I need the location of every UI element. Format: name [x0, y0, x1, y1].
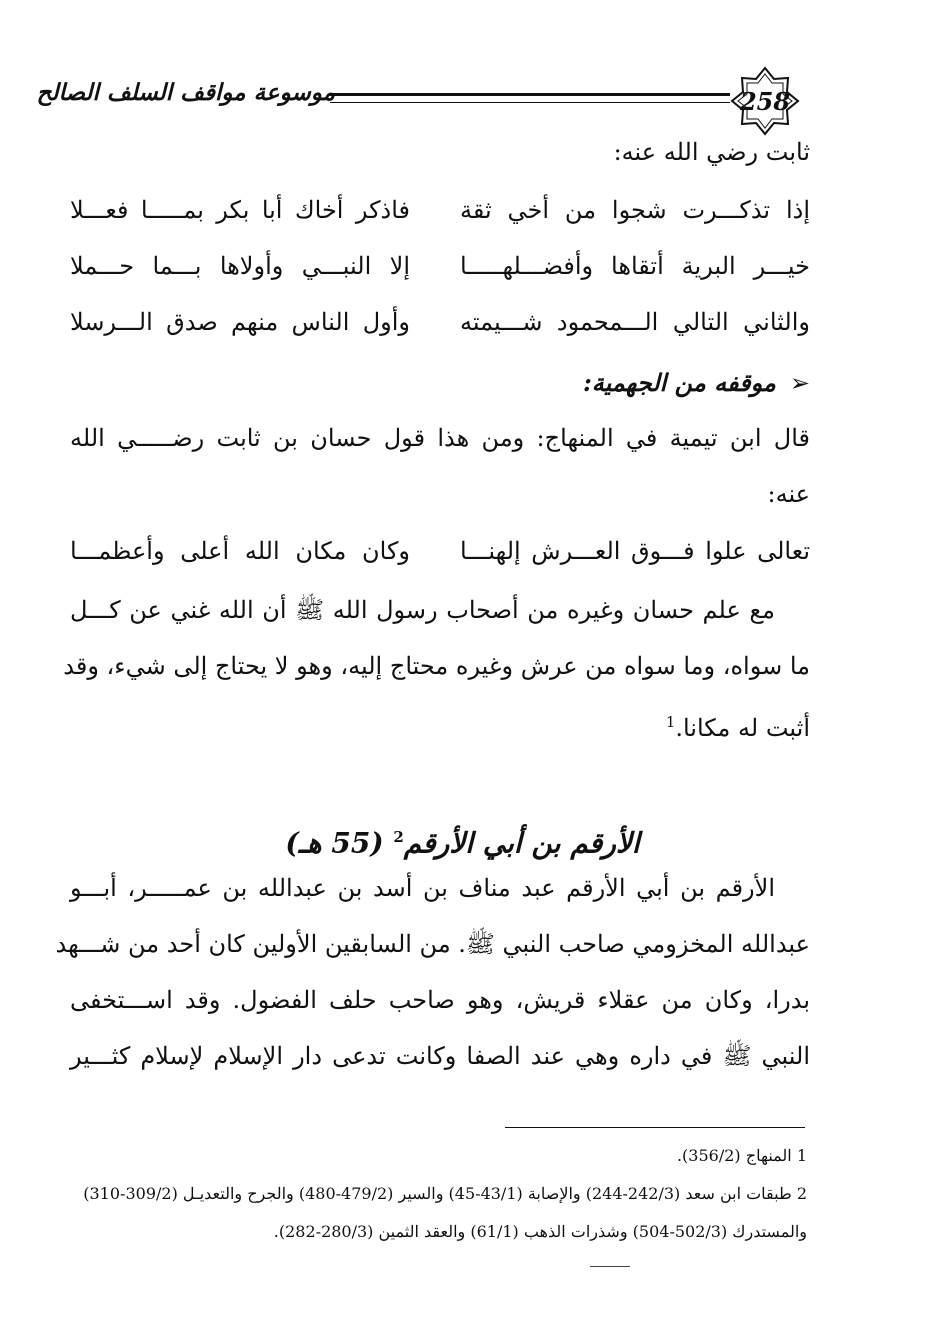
footnote [65, 1218, 807, 1246]
arrow-icon: ➢ [789, 369, 810, 397]
footnote-number: 1 [796, 1146, 807, 1165]
footnote [65, 1180, 807, 1208]
page-number: 258 [739, 86, 791, 116]
poem-verse [70, 190, 810, 230]
footnote-text: المنهاج (356/2). [676, 1146, 792, 1165]
paragraph-line: مع علم حسان وغيره من أصحاب رسول الله ﷺ أن الله غني عن كـــل [70, 596, 775, 624]
paragraph-line: النبي ﷺ في داره وهي عند الصفا وكانت تدعى دار الإسلام لإسلام كثـــير [70, 1042, 810, 1070]
footnote-text: والمستدرك (502/3-504) وشذرات الذهب (61/1) والعقد الثمين (280/3-282). [273, 1222, 807, 1241]
section-title [150, 812, 775, 862]
paragraph-line [70, 702, 810, 748]
paragraph-text: أثبت له مكانا. [675, 714, 810, 742]
poem-verse [70, 246, 810, 286]
intro-line: ثابت رضي الله عنه: [613, 138, 810, 166]
verse-first-hemistich: تعالى علوا فـــوق العـــرش إلهنـــا [460, 537, 810, 565]
poem-verse [70, 302, 810, 342]
poem-verse [70, 531, 810, 571]
paragraph-line: عبدالله المخزومي صاحب النبي ﷺ. من السابقين الأولين كان أحد من شـــهد [55, 930, 810, 958]
header-rule [330, 93, 730, 103]
paragraph-line: الأرقم بن أبي الأرقم عبد مناف بن أسد بن عبدالله بن عمـــــر، أبـــو [70, 874, 775, 902]
section-date: (55 هـ) [285, 826, 384, 860]
paragraph-line: قال ابن تيمية في المنهاج: ومن هذا قول حسان بن ثابت رضـــــي الله [70, 424, 810, 452]
footnote-ref[interactable]: 2 [393, 828, 404, 846]
verse-second-hemistich: وأول الناس منهم صدق الـــرسلا [70, 308, 410, 336]
verse-first-hemistich: إذا تذكـــرت شجوا من أخي ثقة [460, 196, 810, 224]
footnote-number: 2 [796, 1184, 807, 1203]
page-number-badge [730, 66, 800, 136]
verse-first-hemistich: خيـــر البرية أتقاها وأفضـــلهـــــا [460, 252, 810, 280]
subheading-text: موقفه من الجهمية: [582, 368, 776, 397]
verse-second-hemistich: وكان مكان الله أعلى وأعظمـــا [70, 537, 410, 565]
verse-second-hemistich: فاذكر أخاك أبا بكر بمـــــا فعـــلا [70, 196, 410, 224]
verse-first-hemistich: والثاني التالي الـــمحمود شـــيمته [460, 308, 810, 336]
paragraph-line: بدرا، وكان من عقلاء قريش، وهو صاحب حلف الفضول. وقد اســـتخفى [70, 986, 810, 1014]
paragraph-line: عنه: [767, 480, 810, 508]
footnote-text: طبقات ابن سعد (242/3-244) والإصابة (43/1-45) والسير (479/2-480) والجرح والتعديـل (309/2-310) [83, 1184, 792, 1203]
page-bottom-mark [590, 1266, 630, 1267]
verse-second-hemistich: إلا النبـــي وأولاها بـــما حـــملا [70, 252, 410, 280]
header-title: موسوعة مواقف السلف الصالح [36, 79, 335, 106]
section-title-text: الأرقم بن أبي الأرقم [403, 826, 640, 860]
footnote [65, 1142, 807, 1170]
footnote-separator [505, 1127, 805, 1128]
subheading [583, 363, 810, 403]
footnote-ref[interactable]: 1 [665, 713, 676, 731]
paragraph-line: ما سواه، وما سواه من عرش وغيره محتاج إليه، وهو لا يحتاج إلى شيء، وقد [63, 652, 810, 680]
